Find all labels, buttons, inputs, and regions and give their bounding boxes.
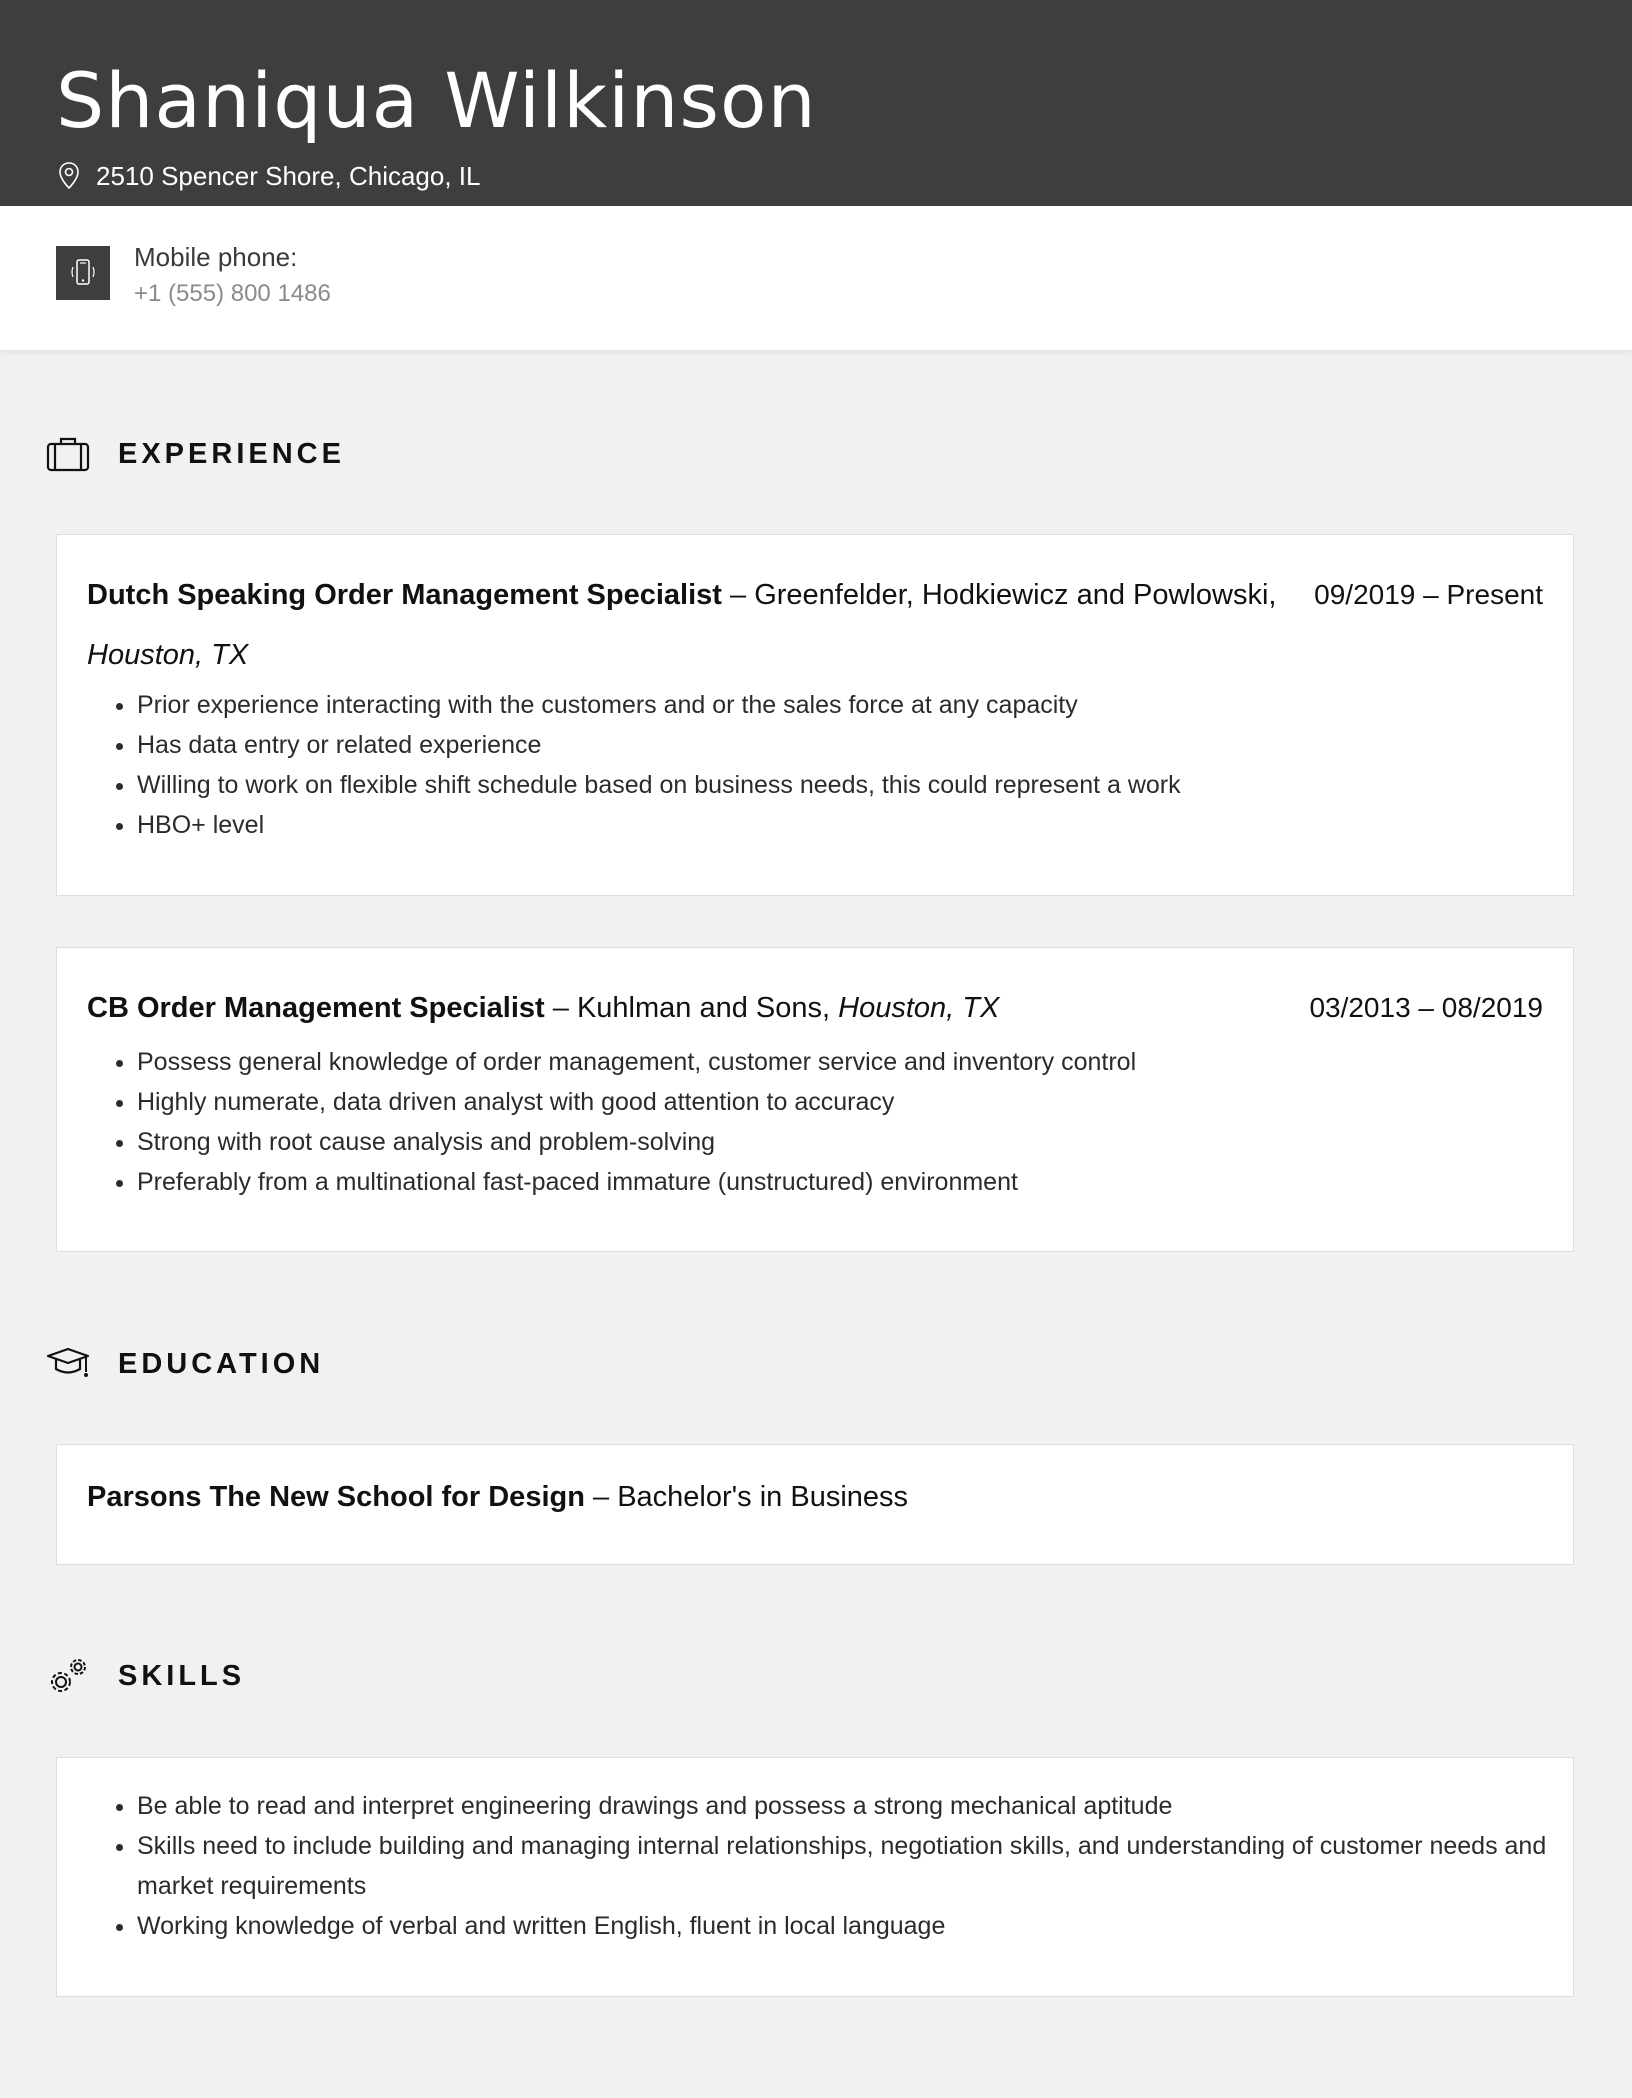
job-title: CB Order Management Specialist	[87, 992, 545, 1024]
address-text: 2510 Spencer Shore, Chicago, IL	[96, 160, 481, 191]
job-location: Houston, TX	[838, 992, 1000, 1024]
education-title: EDUCATION	[118, 1347, 325, 1380]
skills-heading	[46, 1656, 245, 1696]
job-location: Houston, TX	[87, 639, 249, 671]
separator: –	[584, 1481, 618, 1513]
list-item: • Has data entry or related experience	[137, 725, 1181, 765]
education-card	[56, 1444, 1574, 1565]
degree: Bachelor's in Business	[617, 1481, 909, 1513]
education-entry	[87, 1481, 908, 1514]
company-name: Greenfelder, Hodkiewicz and Powlowski	[754, 579, 1269, 611]
skills-card	[56, 1757, 1574, 1997]
job-bullets	[105, 685, 1181, 845]
job-heading: CB Order Management Specialist – Kuhlman and Sons, Houston, TX	[87, 992, 1000, 1024]
list-item: • Prior experience interacting with the customers and or the sales force at any capacity	[137, 685, 1181, 725]
list-item: • HBO+ level	[137, 805, 1181, 845]
separator: –	[721, 579, 755, 611]
list-item: • Willing to work on flexible shift schedule based on business needs, this could represent a work	[137, 765, 1181, 805]
separator: –	[544, 992, 577, 1024]
education-heading	[46, 1344, 324, 1384]
phone-icon-box	[56, 246, 110, 300]
job-dates: 03/2013 – 08/2019	[1309, 992, 1543, 1023]
list-item: • Possess general knowledge of order management, customer service and inventory control	[137, 1042, 1136, 1082]
briefcase-icon	[46, 434, 90, 474]
skills-list	[105, 1786, 1557, 1946]
address-line	[56, 158, 480, 194]
list-item: • Highly numerate, data driven analyst with good attention to accuracy	[137, 1082, 1136, 1122]
job-heading: Dutch Speaking Order Management Specialist – Greenfelder, Hodkiewicz and Powlowski, Houston, TX	[87, 579, 1277, 671]
contact-bar	[0, 206, 1632, 350]
list-item: • Be able to read and interpret engineering drawings and possess a strong mechanical aptitude	[137, 1786, 1557, 1826]
skills-title: SKILLS	[118, 1659, 246, 1692]
phone-value: +1 (555) 800 1486	[134, 280, 331, 307]
list-item: • Skills need to include building and managing internal relationships, negotiation skills, and understanding of customer needs and market requirements	[137, 1826, 1557, 1906]
job-title: Dutch Speaking Order Management Specialist	[87, 579, 722, 611]
experience-title: EXPERIENCE	[118, 437, 345, 470]
candidate-name: Shaniqua Wilkinson	[56, 56, 817, 145]
experience-card-2	[56, 947, 1574, 1252]
list-item: • Working knowledge of verbal and written English, fluent in local language	[137, 1906, 1557, 1946]
job-bullets	[105, 1042, 1136, 1202]
mobile-phone-icon	[66, 256, 100, 290]
location-pin-icon	[56, 161, 82, 191]
experience-card-1	[56, 534, 1574, 896]
school-name: Parsons The New School for Design	[87, 1481, 585, 1513]
experience-heading	[46, 434, 345, 474]
list-item: • Preferably from a multinational fast-paced immature (unstructured) environment	[137, 1162, 1136, 1202]
job-dates: 09/2019 – Present	[1314, 579, 1543, 610]
list-item: • Strong with root cause analysis and problem-solving	[137, 1122, 1136, 1162]
company-name: Kuhlman and Sons	[576, 992, 822, 1024]
resume-header	[0, 0, 1632, 206]
gears-icon	[46, 1656, 90, 1696]
phone-label: Mobile phone:	[134, 242, 298, 272]
graduation-cap-icon	[46, 1344, 90, 1384]
